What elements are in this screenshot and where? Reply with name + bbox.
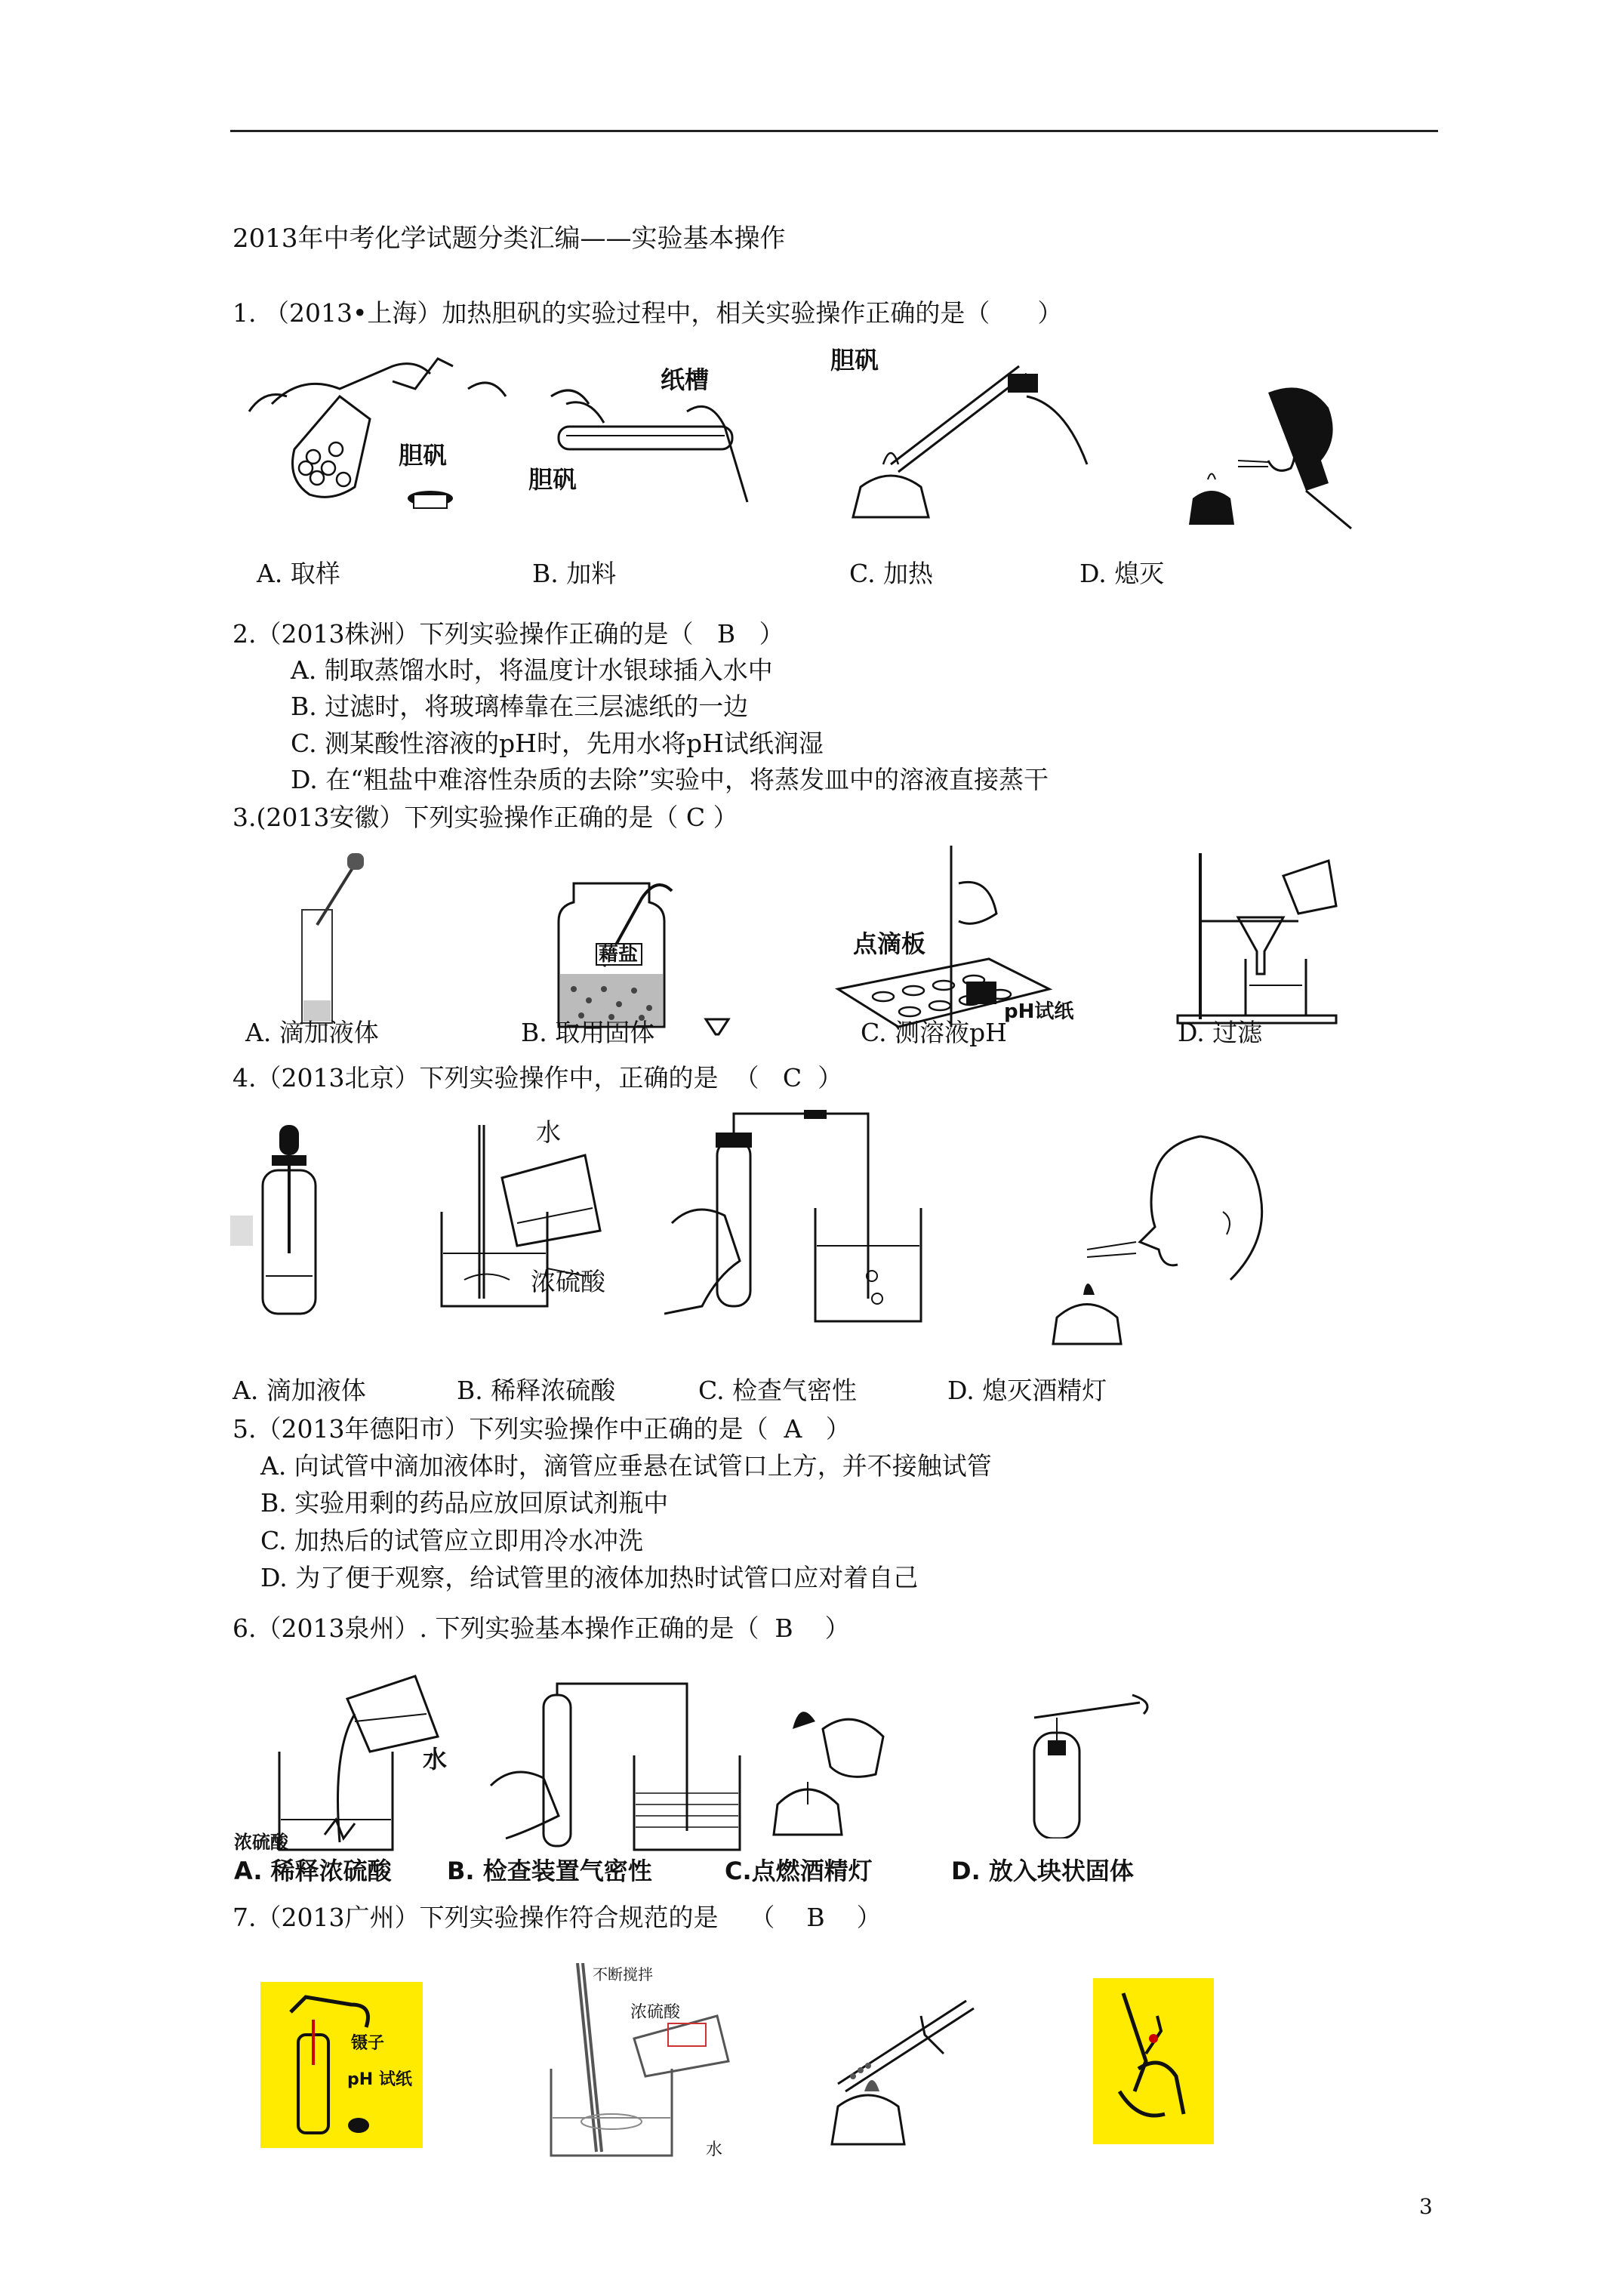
q1-fig-a-label: 胆矾 bbox=[399, 441, 448, 470]
page-number: 3 bbox=[1419, 2194, 1433, 2219]
q7-figure-a bbox=[260, 1982, 423, 2156]
question-5-stem: 5.（2013年德阳市）下列实验操作中正确的是（ A ） bbox=[233, 1414, 851, 1444]
q3-option-b: B. 取用固体 bbox=[521, 1018, 655, 1047]
q7-fig-b-label-2: 浓硫酸 bbox=[630, 2003, 681, 2022]
q7-figure-c bbox=[793, 1986, 989, 2152]
q5-option-c: C. 加热后的试管应立即用冷水冲洗 bbox=[260, 1526, 644, 1555]
q4-figure-d bbox=[1027, 1129, 1283, 1348]
q6-figure-d bbox=[981, 1687, 1163, 1838]
q7-fig-a-label-1: 镊子 bbox=[351, 2034, 385, 2053]
q1-option-a: A. 取样 bbox=[257, 559, 340, 588]
question-3-stem: 3.(2013安徽）下列实验操作正确的是（ C ） bbox=[233, 803, 738, 832]
q4-fig-b-label-2: 浓硫酸 bbox=[531, 1267, 605, 1296]
q1-figure-c-heating bbox=[815, 336, 1095, 525]
q1-fig-b-label-2: 胆矾 bbox=[528, 465, 577, 494]
q3-figure-b bbox=[544, 861, 740, 1042]
q1-option-d: D. 熄灭 bbox=[1079, 559, 1165, 588]
q3-fig-b-label: 藉盐 bbox=[599, 943, 639, 966]
q4-figure-a bbox=[226, 1117, 332, 1321]
q3-option-a: A. 滴加液体 bbox=[245, 1018, 379, 1047]
question-1-stem: 1. （2013•上海）加热胆矾的实验过程中，相关实验操作正确的是（ ） bbox=[233, 298, 1063, 328]
q7-figure-b bbox=[544, 1963, 755, 2159]
q1-fig-c-label: 胆矾 bbox=[830, 346, 879, 374]
q4-figure-b bbox=[434, 1117, 630, 1321]
q6-option-b: B. 检查装置气密性 bbox=[447, 1857, 652, 1885]
q3-figure-a bbox=[287, 849, 377, 1031]
q5-option-b: B. 实验用剩的药品应放回原试剂瓶中 bbox=[260, 1488, 669, 1518]
q1-figure-a-sampling bbox=[242, 344, 513, 525]
header-rule bbox=[230, 130, 1438, 132]
q3-figure-c bbox=[823, 838, 1095, 1042]
q3-option-d: D. 过滤 bbox=[1178, 1018, 1263, 1047]
q7-fig-b-label-1: 不断搅拌 bbox=[593, 1965, 653, 1983]
question-7-stem: 7.（2013广州）下列实验操作符合规范的是 （ B ） bbox=[233, 1903, 882, 1932]
q4-figure-c bbox=[664, 1110, 959, 1329]
q4-option-b: B. 稀释浓硫酸 bbox=[457, 1376, 616, 1405]
q1-figure-b-adding bbox=[521, 351, 762, 517]
q7-fig-b-label-3: 水 bbox=[706, 2140, 723, 2159]
q4-option-a: A. 滴加液体 bbox=[233, 1376, 366, 1405]
q4-option-d: D. 熄灭酒精灯 bbox=[947, 1376, 1107, 1405]
q3-option-c: C. 测溶液pH bbox=[861, 1018, 1007, 1047]
q3-fig-c-label-1: 点滴板 bbox=[853, 929, 926, 958]
q1-option-b: B. 加料 bbox=[532, 559, 617, 588]
q6-figure-a bbox=[234, 1669, 460, 1857]
question-6-stem: 6.（2013泉州）. 下列实验基本操作正确的是（ B ） bbox=[233, 1613, 850, 1643]
q5-option-d: D. 为了便于观察，给试管里的液体加热时试管口应对着自己 bbox=[260, 1563, 919, 1592]
q6-option-a: A. 稀释浓硫酸 bbox=[234, 1857, 392, 1885]
q5-option-a: A. 向试管中滴加液体时，滴管应垂悬在试管口上方，并不接触试管 bbox=[260, 1451, 992, 1481]
q1-figure-d-extinguish bbox=[1178, 378, 1366, 536]
q6-option-d: D. 放入块状固体 bbox=[951, 1857, 1134, 1885]
q2-option-d: D. 在“粗盐中难溶性杂质的去除”实验中，将蒸发皿中的溶液直接蒸干 bbox=[291, 765, 1049, 794]
q3-fig-c-label-2: pH试纸 bbox=[1004, 1000, 1074, 1023]
q6-figure-c bbox=[762, 1691, 906, 1842]
q4-option-c: C. 检查气密性 bbox=[698, 1376, 858, 1405]
q6-fig-a-label-1: 水 bbox=[423, 1745, 448, 1774]
q7-fig-a-label-2: pH 试纸 bbox=[347, 2070, 412, 2089]
q1-fig-b-label-1: 纸槽 bbox=[661, 365, 710, 394]
q6-figure-b bbox=[483, 1680, 755, 1854]
q6-option-c: C.点燃酒精灯 bbox=[725, 1857, 873, 1885]
q2-option-b: B. 过滤时，将玻璃棒靠在三层滤纸的一边 bbox=[291, 692, 749, 721]
q6-fig-a-label-2: 浓硫酸 bbox=[234, 1832, 288, 1853]
q4-fig-b-label-1: 水 bbox=[536, 1117, 561, 1147]
q2-option-a: A. 制取蒸馏水时，将温度计水银球插入水中 bbox=[291, 655, 773, 685]
q7-figure-d bbox=[1093, 1978, 1214, 2144]
question-4-stem: 4.（2013北京）下列实验操作中，正确的是 （ C ） bbox=[233, 1063, 843, 1093]
q2-option-c: C. 测某酸性溶液的pH时，先用水将pH试纸润湿 bbox=[291, 729, 824, 758]
document-title: 2013年中考化学试题分类汇编——实验基本操作 bbox=[233, 223, 786, 254]
q3-figure-d bbox=[1155, 846, 1351, 1027]
question-2-stem: 2.（2013株洲）下列实验操作正确的是（ B ） bbox=[233, 619, 784, 649]
q1-option-c: C. 加热 bbox=[849, 559, 934, 588]
